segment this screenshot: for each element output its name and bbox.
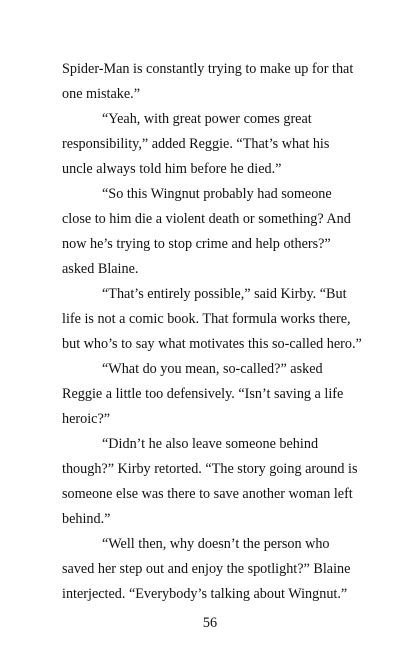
paragraph-kirby-retort: “Didn’t he also leave someone behind though?” Kirby retorted. “The story going around is someone else was there to save another woman left behind.” bbox=[62, 436, 358, 527]
paragraph-continuation: Spider-Man is constantly trying to make up for that one mistake.” bbox=[62, 61, 354, 102]
paragraph-kirby-comic-book: “That’s entirely possible,” said Kirby. “But life is not a comic book. That formula works there, but who’s to say what motivates this so-called hero.” bbox=[62, 286, 362, 352]
page-number: 56 bbox=[202, 615, 218, 631]
paragraph-reggie-responsibility: “Yeah, with great power comes great responsibility,” added Reggie. “That’s what his uncle always told him before he died.” bbox=[62, 111, 330, 177]
paragraph-blaine-question: “So this Wingnut probably had someone close to him die a violent death or something? And now he’s trying to stop crime and help others?” asked Blaine. bbox=[62, 186, 351, 277]
paragraph-reggie-defensive: “What do you mean, so-called?” asked Reggie a little too defensively. “Isn’t saving a life heroic?” bbox=[62, 361, 344, 427]
body-text bbox=[62, 57, 362, 607]
paragraph-blaine-interjection: “Well then, why doesn’t the person who saved her step out and enjoy the spotlight?” Blaine interjected. “Everybody’s talking about Wingnut.” bbox=[62, 536, 351, 602]
